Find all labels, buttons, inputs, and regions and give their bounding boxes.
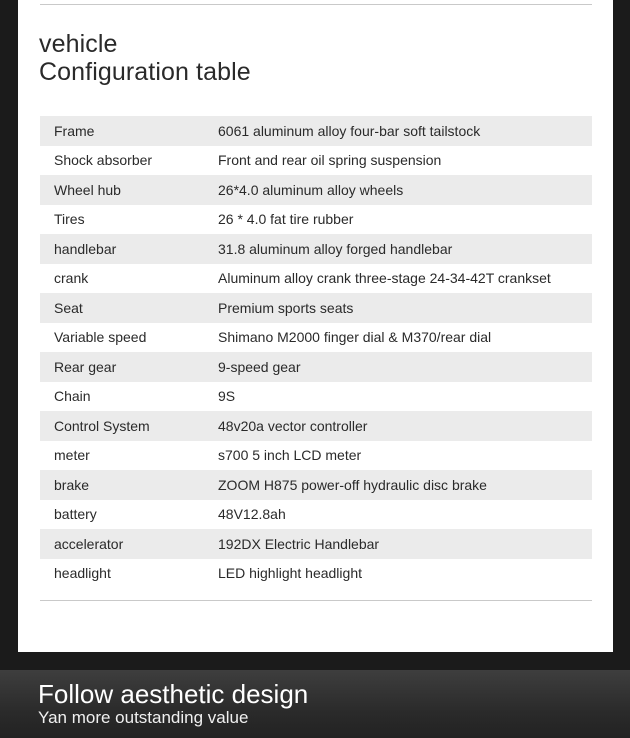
- spec-key: battery: [54, 506, 97, 523]
- table-row: [40, 500, 592, 530]
- spec-key: Tires: [54, 211, 85, 228]
- table-row: [40, 146, 592, 176]
- bottom-divider: [40, 600, 592, 601]
- heading-line-2: Configuration table: [39, 58, 251, 86]
- spec-value: s700 5 inch LCD meter: [218, 447, 362, 464]
- table-row: [40, 352, 592, 382]
- spec-value: 192DX Electric Handlebar: [218, 535, 380, 552]
- table-row: [40, 234, 592, 264]
- heading-line-1: vehicle: [39, 30, 118, 58]
- spec-key: handlebar: [54, 240, 117, 257]
- spec-value: ZOOM H875 power-off hydraulic disc brake: [218, 476, 487, 493]
- footer-title: Follow aesthetic design: [38, 679, 309, 709]
- table-row: [40, 411, 592, 441]
- footer-banner: [0, 670, 630, 738]
- spec-key: brake: [54, 476, 90, 493]
- table-row: [40, 116, 592, 146]
- spec-key: Rear gear: [54, 358, 117, 375]
- spec-value: 6061 aluminum alloy four-bar soft tailstock: [218, 122, 481, 139]
- spec-value: 48v20a vector controller: [218, 417, 368, 434]
- table-row: [40, 382, 592, 412]
- configuration-table: [40, 116, 592, 588]
- spec-value: Shimano M2000 finger dial & M370/rear dial: [218, 329, 492, 346]
- spec-key: Variable speed: [54, 329, 147, 346]
- spec-value: Front and rear oil spring suspension: [218, 152, 442, 169]
- table-row: [40, 205, 592, 235]
- spec-value: 31.8 aluminum alloy forged handlebar: [218, 240, 453, 257]
- spec-value: 9-speed gear: [218, 358, 301, 375]
- spec-value: 26 * 4.0 fat tire rubber: [218, 211, 354, 228]
- spec-key: meter: [54, 447, 90, 464]
- table-row: [40, 559, 592, 589]
- top-divider: [40, 4, 592, 5]
- table-row: [40, 175, 592, 205]
- table-row: [40, 470, 592, 500]
- footer-subtitle: Yan more outstanding value: [38, 708, 249, 727]
- spec-key: Frame: [54, 122, 95, 139]
- spec-key: Wheel hub: [54, 181, 121, 198]
- spec-value: 48V12.8ah: [218, 506, 286, 523]
- table-row: [40, 529, 592, 559]
- table-row: [40, 323, 592, 353]
- spec-card: [18, 0, 613, 652]
- table-row: [40, 441, 592, 471]
- spec-value: 9S: [218, 388, 236, 405]
- section-heading: [39, 30, 251, 86]
- spec-value: 26*4.0 aluminum alloy wheels: [218, 181, 404, 198]
- table-row: [40, 264, 592, 294]
- spec-key: Seat: [54, 299, 83, 316]
- spec-key: Chain: [54, 388, 91, 405]
- spec-key: Control System: [54, 417, 150, 434]
- spec-key: headlight: [54, 565, 111, 582]
- table-row: [40, 293, 592, 323]
- spec-value: Premium sports seats: [218, 299, 354, 316]
- spec-value: Aluminum alloy crank three-stage 24-34-42T crankset: [218, 270, 551, 287]
- spec-key: crank: [54, 270, 89, 287]
- spec-key: Shock absorber: [54, 152, 153, 169]
- spec-value: LED highlight headlight: [218, 565, 362, 582]
- spec-key: accelerator: [54, 535, 124, 552]
